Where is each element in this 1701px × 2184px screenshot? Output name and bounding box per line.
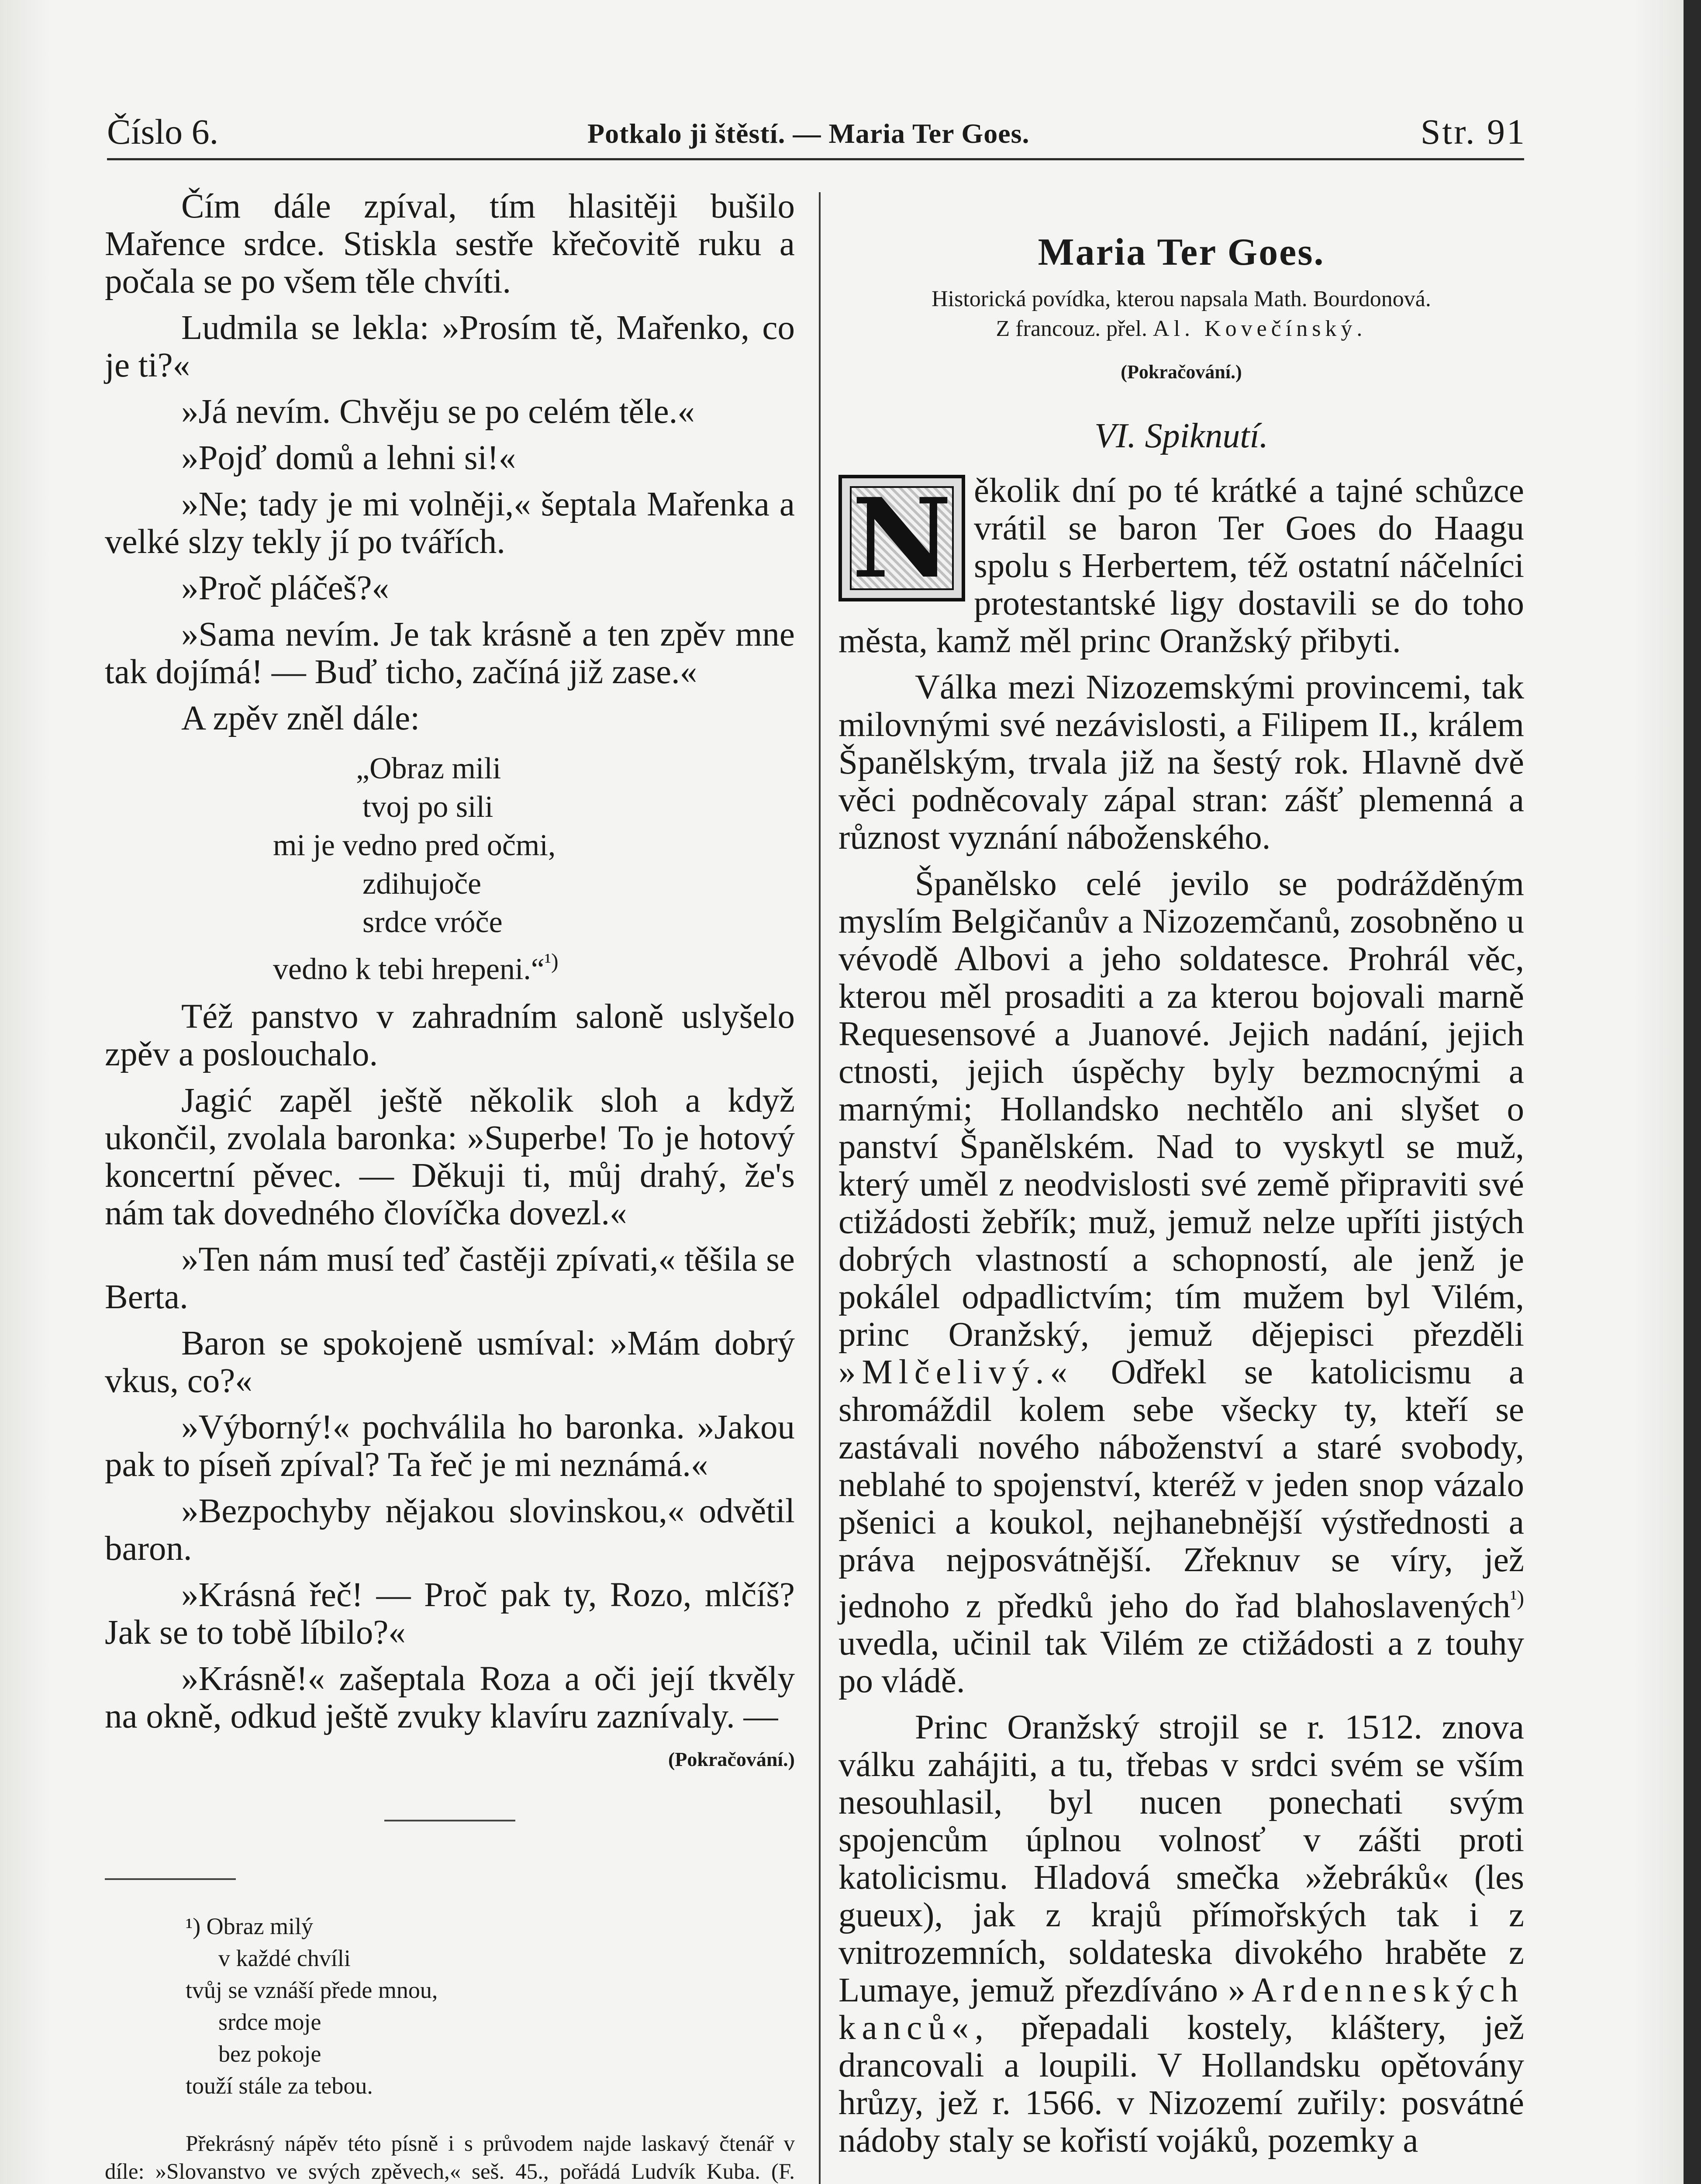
column-divider	[819, 192, 821, 2184]
chapter-opening	[838, 472, 1524, 660]
paragraph: Baron se spokojeně usmíval: »Mám dobrý vkus, co?«	[105, 1324, 795, 1400]
nickname: »Ardenneských kanců«	[838, 1971, 1524, 2047]
paragraph: ěkolik dní po té krátké a tajné schůzce vrátil se baron Ter Goes do Haagu spolu s Herbertem, též ostatní náčelníci protestantské ligy dostavili se do toho města, kamž měl princ Oranžský přibyti.	[838, 472, 1524, 660]
song-verse	[105, 750, 795, 988]
paragraph: Ludmila se lekla: »Prosím tě, Mařenko, co je ti?«	[105, 309, 795, 384]
paragraph: »Ne; tady je mi volněji,« šeptala Mařenka a velké slzy tekly jí po tvářích.	[105, 485, 795, 561]
paragraph: »Proč pláčeš?«	[181, 569, 390, 607]
subtitle-line	[838, 314, 1524, 344]
subtitle-line: Historická povídka, kterou napsala Math. Bourdonová.	[932, 287, 1431, 311]
story-subtitle	[838, 284, 1524, 344]
paragraph-text: , přepadali kostely, kláštery, jež drancovali a loupili. V Hollandsku opětovány hrůzy, jež r. 1566. v Nizozemí zuřily: posvátné nádoby staly se kořistí vojáků, pozemky a	[838, 2009, 1524, 2160]
footnote-reference: ¹)	[1510, 1586, 1524, 1610]
paragraph-text: uvedla, učinil tak Vilém ze ctižádosti a z touhy po vládě.	[838, 1624, 1524, 1700]
initial-letter: N	[852, 474, 952, 602]
footnote-note: Překrásný nápěv této písně i s průvodem najde laskavý čtenář v díle: »Slovanstvo ve svých zpěvech,« seš. 45., pořádá Ludvík Kuba. (F.	[105, 2132, 795, 2184]
paragraph: »Ten nám musí teď častěji zpívati,« těšila se Berta.	[105, 1241, 795, 1317]
paragraph-text: Španělsko celé jevilo se podrážděným myslím Belgičanův a Nizozemčanů, zosobněno u vévodě Albovi a jeho soldatesce. Prohrál věc, kterou měl prosaditi a za kterou bojovali marně Requesensové a Juanové. Jejich nadání, jejich ctnosti, jejich úspěchy byly bezmocnými a marnými; Hollandsko nechtělo ani slyšet o panství Španělském. Nad to vyskytl se muž, který uměl z neodvislosti své země připraviti své ctižádosti žebřík; muž, jemuž nelze upříti jistých dobrých vlastností a schopností, ale jenž je pokálel odpadlictvím; tím mužem byl Vilém, princ Oranžský, jemuž dějepisci přezděli	[838, 865, 1524, 1354]
footnote-reference: ¹)	[545, 949, 559, 973]
translator-prefix: Z francouz. přel.	[996, 316, 1148, 341]
paragraph: Válka mezi Nizozemskými provincemi, tak milovnými své nezávislosti, a Filipem II., králem Španělským, trvala již na šestý rok. Hlavně dvě věci podněcovaly zápal stran: zášť plemenná a různost vyznání náboženského.	[838, 668, 1524, 857]
verse-line: mi je vedno pred očmi,	[273, 829, 556, 862]
footnote-line: srdce moje	[218, 2009, 321, 2035]
paragraph: »Pojď domů a lehni si!«	[181, 439, 516, 477]
paragraph: »Krásná řeč! — Proč pak ty, Rozo, mlčíš? Jak se to tobě líbilo?«	[105, 1576, 795, 1652]
verse-line: tvoj po sili	[362, 790, 493, 824]
page-header	[107, 111, 1526, 164]
chapter-heading: VI. Spiknutí.	[1094, 417, 1268, 455]
paragraph	[838, 1709, 1524, 2160]
running-title: Potkalo ji štěstí. — Maria Ter Goes.	[587, 118, 1030, 149]
paragraph: A zpěv zněl dále:	[181, 699, 420, 737]
right-column	[838, 192, 1524, 2184]
story-title: Maria Ter Goes.	[1038, 231, 1325, 273]
verse-line: vedno k tebi hrepeni.“	[273, 952, 545, 986]
paragraph: »Bezpochyby nějakou slovinskou,« odvětil baron.	[105, 1492, 795, 1568]
verse-line: „Obraz mili	[356, 752, 501, 785]
paragraph: Též panstvo v zahradním saloně uslyšelo zpěv a poslouchalo.	[105, 998, 795, 1074]
paragraph-text: Odřekl se katolicismu a shromáždil kolem sebe všecky ty, kteří se zastávali nového náboženství a staré svobody, neblahé to spojenství, kteréž v jeden snop vázalo pšenici a koukol, nejhanebnější výstřednosti a práva nejposvátnější. Zřeknuv se víry, jež jednoho z předků jeho do řad blahoslavených	[838, 1353, 1525, 1625]
footnote-rule	[105, 1878, 236, 1880]
nickname: »Mlčelivý.«	[838, 1353, 1073, 1391]
paragraph	[838, 865, 1524, 1700]
paragraph: »Krásně!« zašeptala Roza a oči její tkvěly na okně, odkud ještě zvuky klavíru zaznívaly. —	[105, 1660, 795, 1736]
continued-note: (Pokračování.)	[668, 1748, 795, 1771]
paragraph-text: Princ Oranžský strojil se r. 1512. znova válku zahájiti, a tu, třebas v srdci svém se vším nesouhlasil, byl nucen ponechati svým spojencům úplnou volnosť v zášti proti katolicismu. Hladová smečka »žebráků« (les gueux), jak z krajů přímořských tak i z vnitrozemních, soldateska divokého hraběte z Lumaye, jemuž přezdíváno	[838, 1708, 1524, 2010]
page-number: Str. 91	[1420, 112, 1526, 152]
paragraph: Jagić zapěl ještě několik sloh a když ukončil, zvolala baronka: »Superbe! To je hotový koncertní pěvec. — Děkuji ti, můj drahý, že's nám tak dovedného človíčka dovezl.«	[105, 1082, 795, 1233]
verse-line: zdihujoče	[362, 867, 482, 901]
left-column	[105, 188, 795, 2184]
verse-line: srdce vróče	[362, 905, 503, 939]
paragraph: Čím dále zpíval, tím hlasitěji bušilo Mařence srdce. Stiskla sestře křečovitě ruku a počala se po všem těle chvíti.	[105, 187, 795, 301]
header-rule	[107, 158, 1524, 160]
footnote-line: bez pokoje	[218, 2041, 321, 2067]
footnote-line: tvůj se vznáší přede mnou,	[186, 1977, 438, 2004]
paragraph: »Sama nevím. Je tak krásně a ten zpěv mne tak dojímá! — Buď ticho, začíná již zase.«	[105, 615, 795, 691]
ornamental-initial	[838, 475, 965, 601]
continued-note: (Pokračování.)	[1121, 361, 1242, 383]
translator-name: Al. Kovečínský.	[1153, 316, 1367, 341]
footnote-line: ¹) Obraz milý	[186, 1913, 314, 1940]
scan-edge-right	[1684, 0, 1701, 2184]
footnote-translation	[186, 1911, 795, 2102]
paragraph: »Výborný!« pochválila ho baronka. »Jakou pak to píseň zpíval? Ta řeč je mi neznámá.«	[105, 1408, 795, 1484]
paragraph: »Já nevím. Chvěju se po celém těle.«	[181, 393, 695, 431]
footnote-line: touží stále za tebou.	[186, 2073, 373, 2099]
footnote-line: v každé chvíli	[218, 1945, 351, 1972]
section-rule	[384, 1820, 515, 1821]
issue-number: Číslo 6.	[107, 112, 219, 152]
